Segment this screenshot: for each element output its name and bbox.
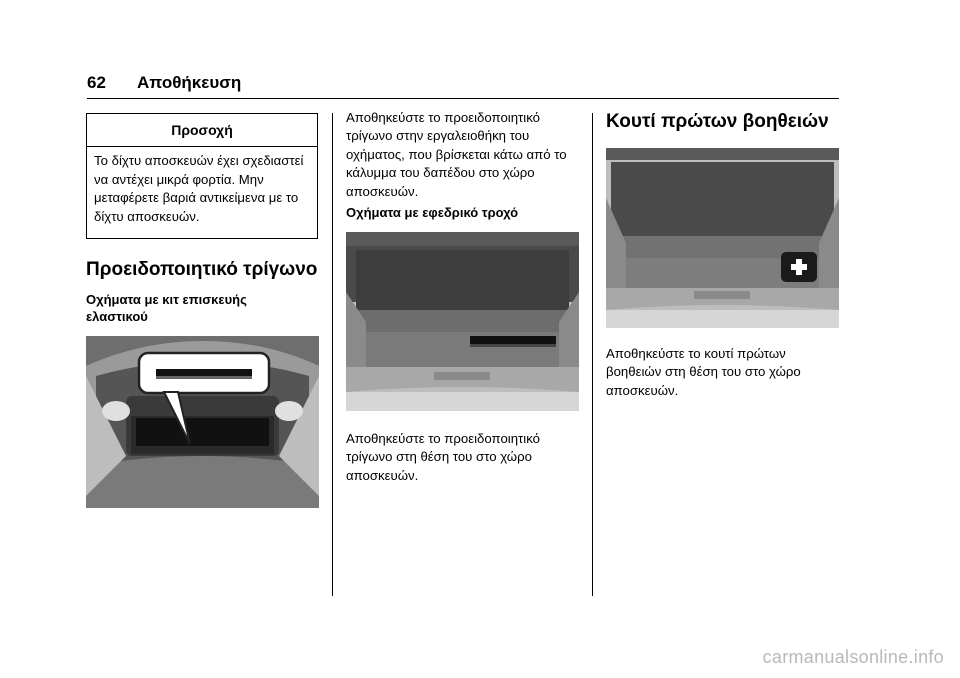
warning-divider [87,146,317,147]
column-divider-1 [332,113,333,596]
image-trunk-triangle-callout [86,336,319,508]
watermark: carmanualsonline.info [762,647,944,667]
subheading-repair-kit: Οχήματα με κιτ επισκευής ελαστικού [86,292,247,324]
header-rule [87,98,839,99]
warning-text: Το δίχτυ αποσκευών έχει σχεδιαστεί να αντέχει μικρά φορτία. Μην μεταφέρετε βαριά αντικείμενα με το δίχτυ αποσκευών. [94,153,304,224]
heading-warning-triangle: Προειδοποιητικό τρίγωνο [86,259,318,280]
subheading-spare-wheel: Οχήματα με εφεδρικό τροχό [346,205,519,220]
warning-box [86,113,318,239]
section-title: Αποθήκευση [137,73,242,92]
paragraph-spare-wheel: Αποθηκεύστε το προειδοποιητικό τρίγωνο στη θέση του στο χώρο αποσκευών. [346,431,540,483]
page-number: 62 [87,73,106,92]
paragraph-repair-kit: Αποθηκεύστε το προειδοποιητικό τρίγωνο στην εργαλειοθήκη του οχήματος, που βρίσκεται κάτω από το κάλυμμα του δαπέδου στο χώρο αποσκευών. [346,110,567,199]
column-divider-2 [592,113,593,596]
heading-first-aid: Κουτί πρώτων βοηθειών [606,111,829,132]
image-trunk-spare-wheel [346,232,579,411]
image-trunk-first-aid [606,148,839,328]
paragraph-first-aid: Αποθηκεύστε το κουτί πρώτων βοηθειών στη θέση του στο χώρο αποσκευών. [606,346,801,398]
warning-title: Προσοχή [171,122,233,138]
